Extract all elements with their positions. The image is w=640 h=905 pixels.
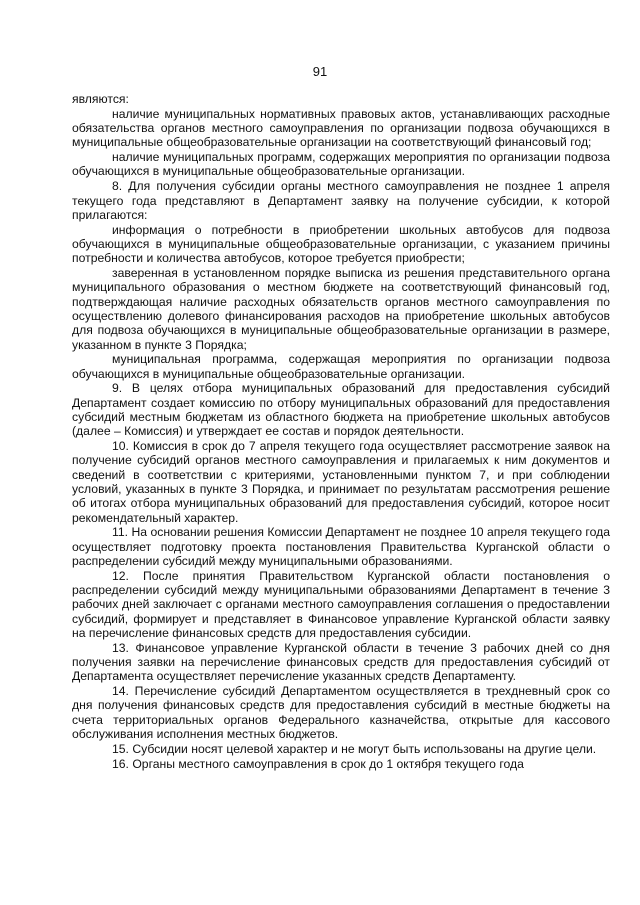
paragraph: 13. Финансовое управление Курганской области в течение 3 рабочих дней со дня получения заявки на перечисление финансовых средств для предоставления субсидий от Департамента осуществляет перечисление указанных средств Департаменту. <box>72 640 610 684</box>
paragraph: 10. Комиссия в срок до 7 апреля текущего года осуществляет рассмотрение заявок на получение субсидий органов местного самоуправления и прилагаемых к ним документов и сведений в соответствии с критериями, установленными пунктом 7, и при соблюдении условий, указанных в пункте 3 Порядка, и принимает по результатам рассмотрения решение об итогах отбора муниципальных образований для предоставления субсидий, которое носит рекомендательный характер. <box>72 439 610 525</box>
paragraph: 12. После принятия Правительством Курганской области постановления о распределении субсидий между муниципальными образованиями Департамент в течение 3 рабочих дней заключает с органами местного самоуправления соглашения о предоставлении субсидий, формирует и представляет в Финансовое управление Курганской области заявку на перечисление финансовых средств для предоставления субсидии. <box>72 568 610 640</box>
paragraph: 8. Для получения субсидии органы местного самоуправления не позднее 1 апреля текущего года представляют в Департамент заявку на получение субсидии, к которой прилагаются: <box>72 179 610 222</box>
paragraph: 16. Органы местного самоуправления в срок до 1 октября текущего года <box>112 756 524 771</box>
paragraph: наличие муниципальных программ, содержащих мероприятия по организации подвоза обучающихся в муниципальные общеобразовательные организации. <box>72 150 610 179</box>
paragraph: являются: <box>72 92 129 106</box>
paragraph: муниципальная программа, содержащая мероприятия по организации подвоза обучающихся в муниципальные общеобразовательные организации. <box>72 352 610 381</box>
paragraph: 11. На основании решения Комиссии Департамент не позднее 10 апреля текущего года осуществляет подготовку проекта постановления Правительства Курганской области о распределении субсидий между муниципальными образованиями. <box>72 525 610 568</box>
paragraph: 9. В целях отбора муниципальных образований для предоставления субсидий Департамент создает комиссию по отбору муниципальных образований для предоставления субсидий местным бюджетам из областного бюджета на приобретение школьных автобусов (далее – Комиссия) и утверждает ее состав и порядок деятельности. <box>72 381 610 439</box>
paragraph: 14. Перечисление субсидий Департаментом осуществляется в трехдневный срок со дня получения финансовых средств для предоставления субсидий в местные бюджеты на счета территориальных органов Федерального казначейства, открытые для кассового обслуживания исполнения местных бюджетов. <box>72 684 610 742</box>
paragraph: наличие муниципальных нормативных правовых актов, устанавливающих расходные обязательства органов местного самоуправления по организации подвоза обучающихся в муниципальные общеобразовательные организации на соответствующий финансовый год; <box>72 106 610 150</box>
page-number: 91 <box>312 64 328 79</box>
paragraph: заверенная в установленном порядке выписка из решения представительного органа муниципального образования о местном бюджете на соответствующий финансовый год, подтверждающая наличие расходных обязательств органов местного самоуправления по осуществлению долевого финансирования расходов на приобретение школьных автобусов для подвоза обучающихся в муниципальные общеобразовательные организации в размере, указанном в пункте 3 Порядка; <box>72 266 610 352</box>
document-body <box>72 92 610 771</box>
paragraph: информация о потребности в приобретении школьных автобусов для подвоза обучающихся в муниципальные общеобразовательные организации, с указанием причины потребности и количества автобусов, которое требуется приобрести; <box>72 222 610 266</box>
paragraph: 15. Субсидии носят целевой характер и не могут быть использованы на другие цели. <box>112 741 597 756</box>
